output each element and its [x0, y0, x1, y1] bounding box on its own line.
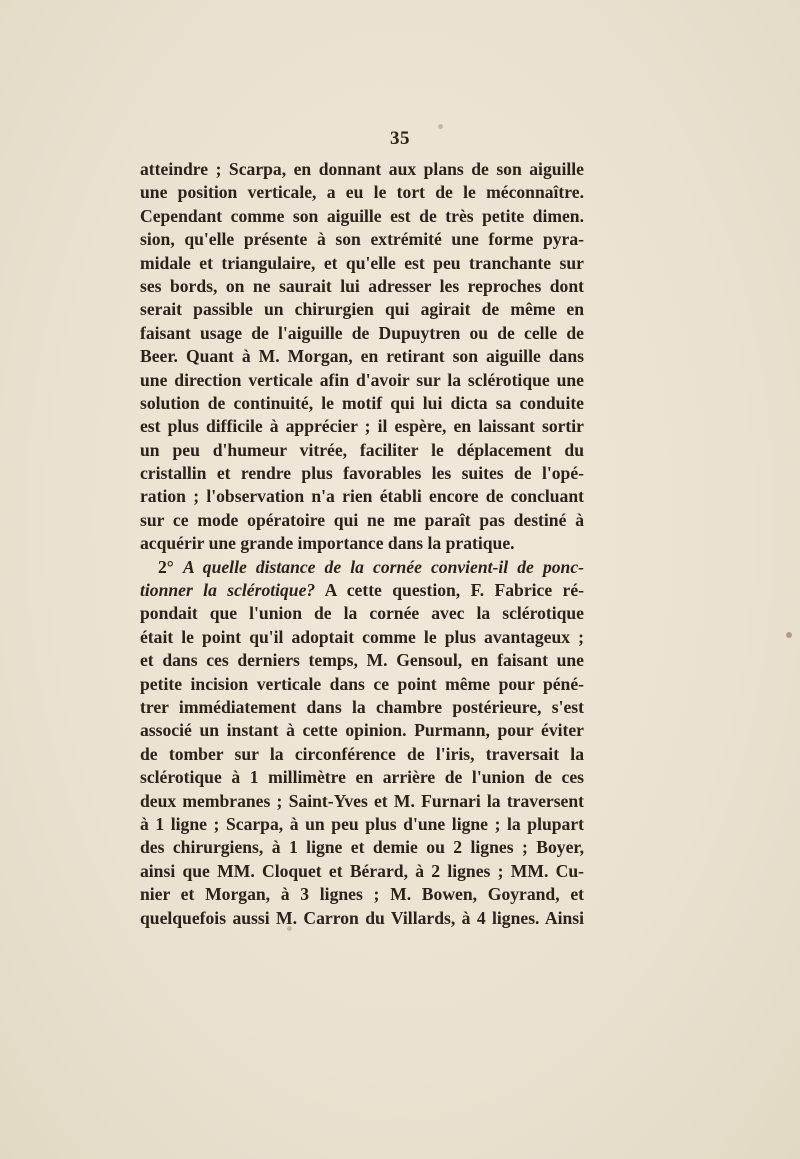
text-line: quelquefois aussi M. Carron du Villards, à 4 lignes. Ainsi — [140, 907, 584, 928]
text-line: Beer. Quant à M. Morgan, en retirant son aiguille dans — [140, 346, 584, 367]
text-line: était le point qu'il adoptait comme le plus avantageux ; — [140, 626, 584, 647]
text-line: nier et Morgan, à 3 lignes ; M. Bowen, Goyrand, et — [140, 884, 584, 905]
text-line: des chirurgiens, à 1 ligne et demie ou 2 lignes ; Boyer, — [140, 837, 584, 858]
text-line: atteindre ; Scarpa, en donnant aux plans de son aiguille — [140, 159, 584, 179]
text-line: un peu d'humeur vitrée, faciliter le déplacement du — [140, 439, 584, 460]
question-italic: A quelle distance de la cornée convient-il de ponc- — [182, 556, 584, 577]
text-line: trer immédiatement dans la chambre postérieure, s'est — [140, 696, 584, 717]
text-line: sion, qu'elle présente à son extrémité une forme pyra- — [140, 229, 584, 250]
text-line: Cependant comme son aiguille est de très petite dimen. — [140, 205, 584, 226]
text-line: une direction verticale afin d'avoir sur la sclérotique une — [140, 369, 584, 390]
text-line: serait passible un chirurgien qui agirait de même en — [140, 299, 584, 320]
text-line: petite incision verticale dans ce point même pour péné- — [140, 673, 584, 694]
question-heading-line — [140, 556, 584, 579]
question-continuation-line: tionner la sclérotique? A cette question, F. Fabrice ré- — [140, 580, 584, 601]
text-line: faisant usage de l'aiguille de Dupuytren ou de celle de — [140, 322, 584, 343]
text-line: une position verticale, a eu le tort de le méconnaître. — [140, 182, 584, 203]
paper-speck — [786, 632, 792, 638]
text-line: sclérotique à 1 millimètre en arrière de l'union de ces — [140, 767, 584, 788]
text-line: sur ce mode opératoire qui ne me paraît pas destiné à — [140, 509, 584, 530]
text-line: ainsi que MM. Cloquet et Bérard, à 2 lignes ; MM. Cu- — [140, 860, 584, 881]
text-line: midale et triangulaire, et qu'elle est peu tranchante sur — [140, 252, 584, 273]
text-line: solution de continuité, le motif qui lui dicta sa conduite — [140, 392, 584, 413]
text-line: cristallin et rendre plus favorables les suites de l'opé- — [140, 463, 584, 484]
text-line: et dans ces derniers temps, M. Gensoul, en faisant une — [140, 650, 584, 671]
question-italic-end: tionner la sclérotique? — [140, 580, 316, 601]
text-line: deux membranes ; Saint-Yves et M. Furnari la traversent — [140, 790, 584, 811]
text-line: à 1 ligne ; Scarpa, à un peu plus d'une ligne ; la plupart — [140, 813, 584, 834]
question-number: 2° — [158, 556, 174, 577]
text-line: ses bords, on ne saurait lui adresser les reproches dont — [140, 275, 584, 296]
text-line: de tomber sur la circonférence de l'iris, traversait la — [140, 743, 584, 764]
body-text — [140, 158, 584, 930]
page-number: 35 — [390, 128, 410, 149]
text-line: est plus difficile à apprécier ; il espère, en laissant sortir — [140, 416, 584, 437]
text-line: pondait que l'union de la cornée avec la sclérotique — [140, 603, 584, 624]
text-line: ration ; l'observation n'a rien établi encore de concluant — [140, 486, 584, 507]
text-line: associé un instant à cette opinion. Purmann, pour éviter — [140, 720, 584, 741]
text-line: acquérir une grande importance dans la pratique. — [140, 533, 515, 554]
